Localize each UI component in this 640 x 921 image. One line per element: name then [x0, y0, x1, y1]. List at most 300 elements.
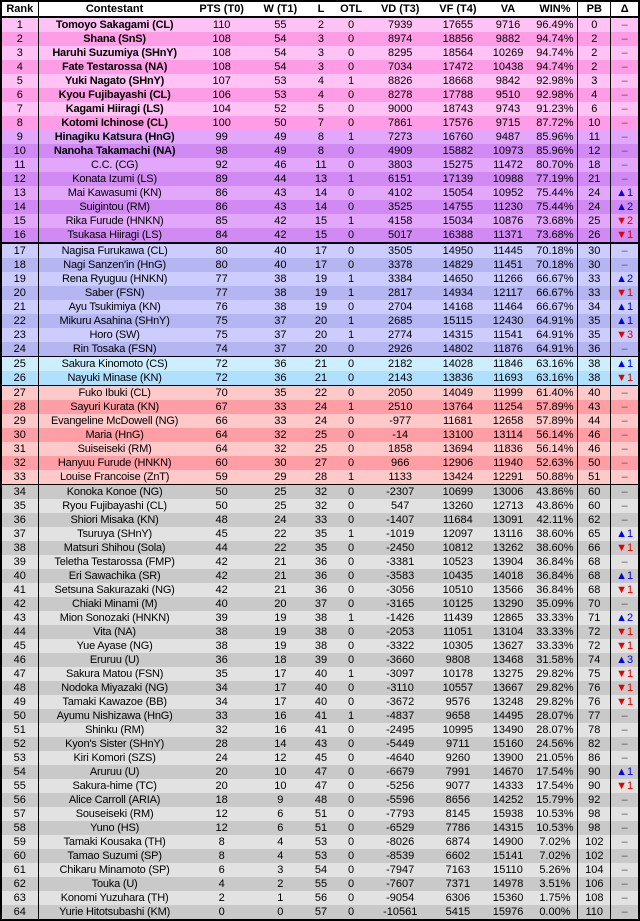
- cell-va: 13248: [492, 695, 524, 708]
- cell-w: 33: [274, 400, 287, 413]
- cell-delta: –: [621, 849, 628, 862]
- cell-pb: 65: [578, 527, 611, 541]
- cell-rank: 7: [1, 102, 38, 116]
- cell-rank: 30: [1, 428, 38, 442]
- cell-delta: –: [621, 709, 628, 722]
- table-row: [1, 779, 639, 793]
- cell-pts: 35: [215, 667, 228, 680]
- cell-pts: 100: [212, 116, 231, 129]
- table-row: [1, 228, 639, 243]
- cell-pb: 35: [578, 328, 611, 342]
- contestant-name: Saber (FSN): [84, 286, 145, 299]
- cell-l: 15: [314, 228, 328, 241]
- cell-vf: 15275: [442, 158, 474, 171]
- table-row: [1, 144, 639, 158]
- cell-vf: 17472: [442, 60, 474, 73]
- cell-va: 11846: [483, 357, 532, 372]
- cell-delta: –: [621, 442, 628, 455]
- cell-vd: 8295: [387, 46, 413, 59]
- cell-win_pct: 63.16%: [533, 371, 578, 386]
- cell-pb: 66: [578, 541, 611, 555]
- cell-otl: 0: [348, 569, 355, 582]
- cell-pts: 28: [215, 737, 228, 750]
- cell-w: 43: [274, 200, 287, 213]
- cell-l: 4: [317, 88, 325, 101]
- cell-vd: -8026: [386, 835, 415, 848]
- table-row: [1, 499, 639, 513]
- cell-rank: 36: [1, 513, 38, 527]
- cell-pb: 18: [578, 158, 611, 172]
- cell-otl: 1: [348, 667, 355, 680]
- cell-pb: 72: [578, 639, 611, 653]
- cell-vf: 17788: [442, 88, 474, 101]
- cell-pts: 66: [215, 414, 228, 427]
- contestant-name: Alice Carroll (ARIA): [68, 793, 161, 806]
- cell-w: 17: [274, 681, 287, 694]
- cell-win_pct: 66.67%: [533, 272, 578, 286]
- cell-vd: 7939: [387, 18, 413, 31]
- cell-delta: ▲3: [616, 653, 634, 666]
- cell-va: 13627: [492, 639, 524, 652]
- cell-w: 3: [277, 863, 284, 876]
- cell-w: 19: [274, 625, 287, 638]
- cell-l: 51: [314, 821, 328, 834]
- cell-vf: 14315: [442, 328, 474, 341]
- cell-win_pct: 38.60%: [533, 541, 578, 555]
- cell-win_pct: 92.98%: [533, 74, 578, 88]
- cell-va: 14333: [492, 779, 524, 792]
- cell-vd: -3660: [386, 653, 415, 666]
- cell-l: 25: [314, 428, 328, 441]
- contestant-name: Hanyuu Furude (HNKN): [57, 456, 172, 469]
- cell-otl: 0: [348, 513, 355, 526]
- cell-vf: 15115: [442, 314, 473, 327]
- cell-pts: 72: [215, 371, 228, 384]
- cell-pts: 39: [215, 611, 228, 624]
- cell-pts: 60: [215, 456, 228, 469]
- contestant-name: Chiaki Minami (M): [71, 597, 158, 610]
- cell-va: 14018: [492, 569, 524, 582]
- cell-otl: 1: [348, 286, 355, 299]
- cell-delta: ▼1: [616, 541, 634, 554]
- cell-otl: 0: [348, 541, 355, 554]
- contestant-name: Kagami Hiiragi (LS): [65, 102, 164, 115]
- cell-vd: -5449: [386, 737, 415, 750]
- cell-l: 45: [314, 751, 328, 764]
- cell-vf: 10178: [442, 667, 474, 680]
- contestant-name: Shana (SnS): [83, 32, 146, 45]
- cell-pb: 33: [578, 286, 611, 300]
- cell-win_pct: 70.18%: [533, 258, 578, 272]
- cell-l: 40: [314, 681, 328, 694]
- cell-pts: 108: [212, 46, 231, 59]
- cell-w: 32: [274, 428, 287, 441]
- cell-w: 43: [274, 186, 287, 199]
- cell-pb: 68: [578, 569, 611, 583]
- cell-otl: 1: [348, 74, 355, 87]
- cell-w: 16: [274, 723, 287, 736]
- cell-vf: 18564: [442, 46, 474, 59]
- cell-rank: 60: [1, 849, 38, 863]
- cell-rank: 27: [1, 386, 38, 401]
- cell-vd: 2050: [368, 386, 432, 401]
- cell-vd: 7273: [387, 130, 413, 143]
- cell-pts: 77: [215, 272, 228, 285]
- cell-l: 41: [314, 709, 328, 722]
- header-row: [1, 1, 639, 17]
- cell-vd: -5596: [386, 793, 415, 806]
- cell-va: 11254: [493, 400, 523, 413]
- contestant-name: Konata Izumi (LS): [72, 172, 157, 185]
- cell-delta: –: [621, 891, 628, 904]
- cell-vd: -3097: [386, 667, 415, 680]
- cell-delta: –: [621, 116, 628, 129]
- cell-l: 54: [314, 863, 328, 876]
- cell-vf: 13260: [442, 499, 474, 512]
- cell-w: 6: [277, 821, 284, 834]
- cell-l: 53: [314, 849, 328, 862]
- cell-pts: 72: [191, 357, 253, 372]
- contestant-name: Ayumu Nishizawa (HnG): [56, 709, 173, 722]
- cell-otl: 1: [348, 400, 355, 413]
- table-row: [1, 905, 639, 920]
- table-row: [1, 891, 639, 905]
- cell-vd: 7034: [387, 60, 413, 73]
- cell-vd: 3378: [387, 258, 413, 271]
- cell-vd: 4158: [387, 214, 413, 227]
- contestant-name: Sakura Matou (FSN): [65, 667, 164, 680]
- contestant-name: Konoka Konoe (NG): [38, 485, 190, 500]
- cell-delta: –: [611, 386, 639, 401]
- cell-delta: –: [621, 400, 628, 413]
- cell-l: 27: [314, 456, 328, 469]
- contestant-name: Tsuruya (SHnY): [77, 527, 153, 540]
- cell-pb: 98: [578, 807, 611, 821]
- cell-win_pct: 10.53%: [533, 821, 578, 835]
- cell-l: 41: [314, 723, 328, 736]
- cell-otl: 0: [348, 102, 355, 115]
- cell-w: 42: [274, 228, 287, 241]
- cell-vd: -4837: [386, 709, 415, 722]
- cell-otl: 0: [348, 428, 355, 441]
- cell-w: 38: [274, 272, 287, 285]
- contestant-name: Mikuru Asahina (SHnY): [59, 314, 170, 327]
- cell-win_pct: 50.88%: [533, 470, 578, 485]
- cell-win_pct: 3.51%: [533, 877, 578, 891]
- cell-win_pct: 75.44%: [533, 200, 578, 214]
- cell-win_pct: 70.18%: [533, 243, 578, 258]
- cell-delta: –: [621, 46, 628, 59]
- cell-vf: 17139: [442, 172, 474, 185]
- cell-vd: 547: [391, 499, 410, 512]
- cell-win_pct: 63.16%: [533, 357, 578, 372]
- cell-l: 36: [314, 555, 328, 568]
- contestant-name: Nanoha Takamachi (NA): [53, 144, 176, 157]
- cell-pts: 38: [215, 639, 228, 652]
- cell-va: 14900: [492, 835, 524, 848]
- cell-va: 11371: [493, 228, 523, 241]
- cell-delta: –: [621, 793, 628, 806]
- cell-w: 53: [274, 88, 287, 101]
- cell-vf: 13836: [442, 371, 474, 384]
- cell-win_pct: 66.67%: [533, 286, 578, 300]
- cell-rank: 4: [1, 60, 38, 74]
- cell-otl: 0: [348, 737, 355, 750]
- cell-va: 12865: [492, 611, 524, 624]
- cell-w: 40: [253, 243, 308, 258]
- cell-win_pct: 80.70%: [533, 158, 578, 172]
- cell-pts: 2: [218, 891, 225, 904]
- cell-va: 11940: [493, 456, 523, 469]
- cell-vf: 6602: [445, 849, 471, 862]
- cell-w: 4: [277, 835, 284, 848]
- cell-rank: 63: [1, 891, 38, 905]
- cell-otl: 1: [348, 130, 355, 143]
- cell-otl: 1: [348, 709, 355, 722]
- contestant-name: Tamaki Kousaka (TH): [63, 835, 166, 848]
- table-row: [1, 428, 639, 442]
- cell-va: 14315: [492, 821, 524, 834]
- table-row: [1, 300, 639, 314]
- cell-win_pct: 91.23%: [533, 102, 578, 116]
- cell-rank: 25: [1, 357, 38, 372]
- cell-vf: 10510: [442, 583, 474, 596]
- cell-vf: 15882: [442, 144, 474, 157]
- table-row: [1, 371, 639, 386]
- contestant-name: Horo (SW): [89, 328, 140, 341]
- cell-pts: 50: [215, 499, 228, 512]
- table-row: [1, 200, 639, 214]
- cell-delta: ▲1: [616, 314, 634, 327]
- cell-vd: 8974: [387, 32, 413, 45]
- cell-win_pct: 33.33%: [533, 639, 578, 653]
- cell-pb: 108: [578, 891, 611, 905]
- cell-w: 25: [274, 499, 287, 512]
- cell-vf: 14934: [442, 286, 474, 299]
- cell-win_pct: 94.74%: [533, 60, 578, 74]
- cell-rank: 8: [1, 116, 38, 130]
- cell-va: 13104: [492, 625, 524, 638]
- cell-w: 50: [274, 116, 287, 129]
- cell-pts: 108: [212, 32, 231, 45]
- cell-vd: 2817: [387, 286, 413, 299]
- cell-pb: 24: [578, 200, 611, 214]
- contestant-name: Aruruu (U): [89, 765, 140, 778]
- cell-pb: 68: [578, 583, 611, 597]
- cell-otl: 0: [334, 243, 368, 258]
- cell-pb: 86: [578, 751, 611, 765]
- cell-win_pct: 85.96%: [533, 130, 578, 144]
- cell-vf: 13100: [442, 428, 474, 441]
- column-header-w: W (T1): [253, 1, 308, 17]
- cell-va: 13262: [492, 541, 524, 554]
- cell-otl: 1: [348, 272, 355, 285]
- cell-vd: 9000: [387, 102, 413, 115]
- table-row: [1, 583, 639, 597]
- cell-vf: 10435: [442, 569, 474, 582]
- cell-delta: ▲2: [616, 272, 634, 285]
- contestant-name: Kyou Fujibayashi (CL): [58, 88, 171, 101]
- cell-pb: 50: [578, 456, 611, 470]
- cell-vf: 12097: [442, 527, 474, 540]
- contestant-name: Fuko Ibuki (CL): [38, 386, 190, 401]
- cell-vf: 10305: [442, 639, 474, 652]
- cell-pts: 67: [215, 400, 228, 413]
- cell-otl: 0: [348, 258, 355, 271]
- cell-rank: 23: [1, 328, 38, 342]
- cell-otl: 0: [348, 597, 355, 610]
- cell-pb: 74: [578, 653, 611, 667]
- cell-l: 35: [314, 527, 328, 540]
- cell-vf: 10523: [442, 555, 474, 568]
- cell-va: 14252: [492, 793, 524, 806]
- cell-vf: 13694: [442, 442, 474, 455]
- contestant-name: Maria (HnG): [85, 428, 144, 441]
- cell-rank: 9: [1, 130, 38, 144]
- column-header-vd: VD (T3): [368, 1, 432, 17]
- contestant-name: Tsukasa Hiiragi (LS): [67, 228, 162, 241]
- table-row: [1, 258, 639, 272]
- cell-pts: 64: [215, 428, 228, 441]
- cell-pts: 64: [215, 442, 228, 455]
- cell-win_pct: 73.68%: [533, 214, 578, 228]
- cell-vd: 2774: [387, 328, 413, 341]
- cell-pts: 44: [215, 541, 228, 554]
- cell-pb: 33: [578, 272, 611, 286]
- cell-pb: 90: [578, 765, 611, 779]
- cell-rank: 41: [1, 583, 38, 597]
- column-header-va: VA: [483, 1, 532, 17]
- cell-rank: 47: [1, 667, 38, 681]
- cell-vd: -3056: [386, 583, 415, 596]
- cell-rank: 14: [1, 200, 38, 214]
- table-row: [1, 414, 639, 428]
- cell-va: 11876: [493, 342, 523, 355]
- cell-w: 0: [277, 905, 284, 918]
- cell-win_pct: 0.00%: [533, 905, 578, 920]
- cell-rank: 29: [1, 414, 38, 428]
- cell-vf: 11684: [442, 513, 473, 526]
- cell-otl: 0: [348, 681, 355, 694]
- cell-l: 24: [314, 400, 328, 413]
- cell-vf: 10125: [442, 597, 474, 610]
- contestant-name: Souseiseki (RM): [75, 807, 154, 820]
- cell-delta: ▼1: [616, 667, 634, 680]
- cell-win_pct: 75.44%: [533, 186, 578, 200]
- cell-pts: 20: [215, 765, 228, 778]
- cell-l: 14: [314, 200, 328, 213]
- cell-l: 24: [314, 414, 328, 427]
- cell-w: 10: [274, 765, 287, 778]
- cell-vd: -7947: [386, 863, 415, 876]
- cell-rank: 37: [1, 527, 38, 541]
- cell-otl: 0: [348, 849, 355, 862]
- table-row: [1, 597, 639, 611]
- cell-l: 39: [314, 653, 328, 666]
- cell-va: 13114: [493, 428, 523, 441]
- cell-rank: 39: [1, 555, 38, 569]
- cell-delta: –: [621, 258, 628, 271]
- cell-vd: -5256: [386, 779, 415, 792]
- contestant-name: Nagi Sanzen'in (HnG): [63, 258, 166, 271]
- cell-pts: 38: [215, 625, 228, 638]
- cell-pb: 10: [578, 116, 611, 130]
- cell-pb: 78: [578, 723, 611, 737]
- cell-pb: 30: [578, 243, 611, 258]
- cell-vf: 12906: [442, 456, 474, 469]
- cell-delta: ▲1: [616, 300, 634, 313]
- cell-pb: 34: [578, 300, 611, 314]
- cell-vd: 1858: [387, 442, 413, 455]
- cell-delta: –: [621, 88, 628, 101]
- cell-win_pct: 17.54%: [533, 779, 578, 793]
- contestant-name: Eri Sawachika (SR): [68, 569, 161, 582]
- cell-rank: 3: [1, 46, 38, 60]
- table-row: [1, 639, 639, 653]
- cell-pts: 50: [191, 485, 253, 500]
- cell-pb: 106: [578, 877, 611, 891]
- cell-w: 19: [274, 639, 287, 652]
- cell-pts: 59: [215, 470, 228, 483]
- cell-pts: 0: [218, 905, 225, 918]
- cell-otl: 1: [348, 314, 355, 327]
- cell-l: 11: [315, 158, 327, 171]
- cell-vf: 7786: [445, 821, 471, 834]
- cell-rank: 52: [1, 737, 38, 751]
- cell-win_pct: 36.84%: [533, 555, 578, 569]
- cell-delta: –: [621, 835, 628, 848]
- cell-pts: 107: [212, 74, 231, 87]
- column-header-delta: Δ: [611, 1, 639, 17]
- cell-rank: 45: [1, 639, 38, 653]
- cell-pts: 86: [215, 186, 228, 199]
- cell-vf: 8656: [445, 793, 471, 806]
- cell-vf: 15054: [442, 186, 474, 199]
- cell-pts: 84: [215, 228, 228, 241]
- cell-pts: 20: [215, 779, 228, 792]
- cell-vd: -3110: [386, 681, 414, 694]
- cell-vf: 14755: [442, 200, 474, 213]
- cell-otl: 0: [348, 821, 355, 834]
- cell-otl: 0: [348, 765, 355, 778]
- table-row: [1, 793, 639, 807]
- cell-l: 8: [317, 130, 325, 143]
- cell-vd: 4102: [387, 186, 413, 199]
- cell-w: 21: [274, 569, 287, 582]
- cell-pb: 76: [578, 681, 611, 695]
- cell-win_pct: 57.89%: [533, 414, 578, 428]
- cell-l: 51: [314, 807, 328, 820]
- cell-vd: -3165: [386, 597, 415, 610]
- cell-win_pct: 29.82%: [533, 667, 578, 681]
- cell-pts: 110: [212, 18, 231, 31]
- cell-l: 17: [308, 243, 334, 258]
- cell-otl: 0: [348, 46, 355, 59]
- cell-va: 15976: [492, 905, 524, 918]
- cell-win_pct: 57.89%: [533, 400, 578, 414]
- cell-pb: 2: [578, 46, 611, 60]
- cell-pb: 46: [578, 442, 611, 456]
- cell-w: 29: [274, 470, 287, 483]
- cell-pb: 60: [578, 485, 611, 500]
- cell-va: 11472: [493, 158, 523, 171]
- column-header-vf: VF (T4): [432, 1, 483, 17]
- cell-l: 4: [317, 74, 325, 87]
- cell-vd: 3505: [368, 243, 432, 258]
- cell-vd: 2926: [387, 342, 413, 355]
- cell-win_pct: 38.60%: [533, 527, 578, 541]
- cell-vf: 15034: [442, 214, 474, 227]
